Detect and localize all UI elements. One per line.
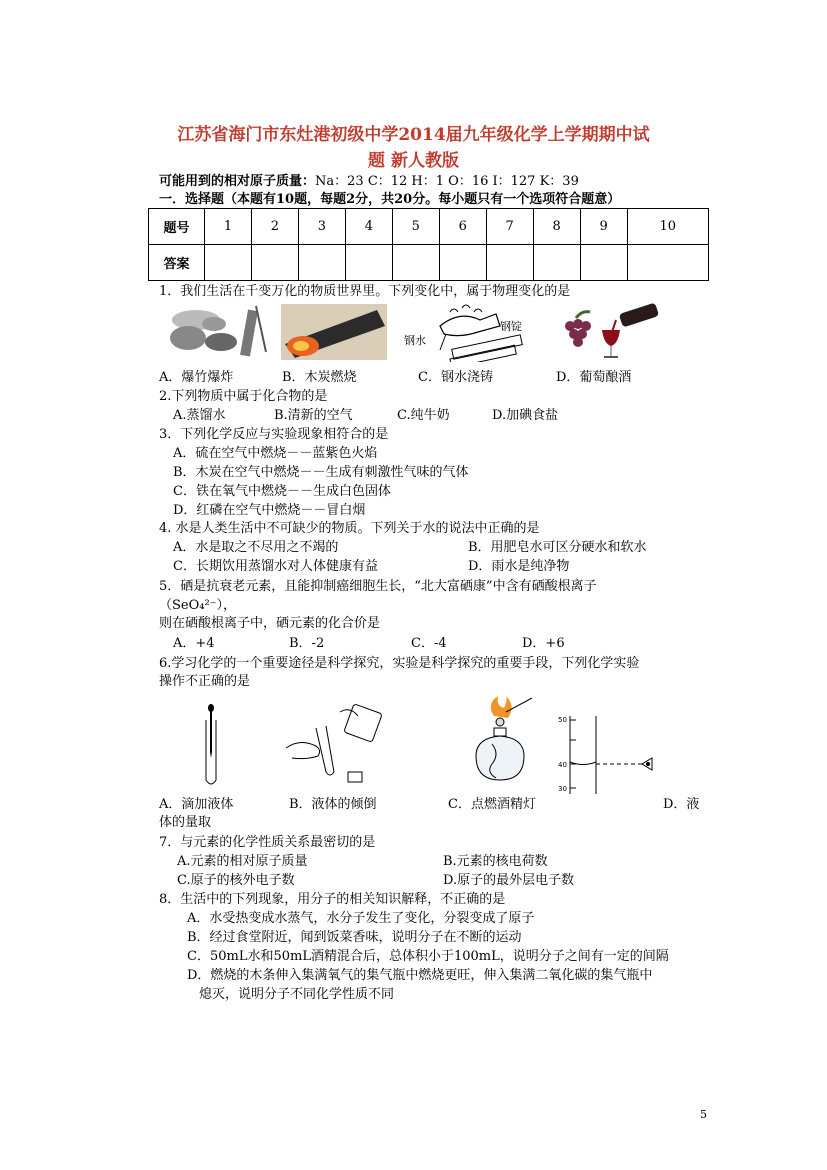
q8-option-a: A．水受热变成水蒸气，水分子发生了变化，分裂变成了原子 <box>187 911 535 926</box>
q8-option-d: D．燃烧的木条伸入集满氧气的集气瓶中燃烧更旺，伸入集满二氧化碳的集气瓶中 <box>187 968 653 983</box>
answer-table-number: 6 <box>439 209 486 245</box>
pouring-liquid-image <box>280 702 390 786</box>
answer-table-number: 5 <box>392 209 439 245</box>
cylinder-tick-50: 50 <box>558 716 567 724</box>
answer-table-answer-row <box>149 245 709 281</box>
atomic-masses-label: 可能用到的相对原子质量： <box>159 174 316 189</box>
q7-option-c: C.原子的核外电子数 <box>177 873 295 888</box>
q6-option-c: C．点燃酒精灯 <box>448 797 536 812</box>
q5-option-b: B．-2 <box>289 636 325 651</box>
page-number: 5 <box>700 1108 707 1121</box>
q3-stem: 3．下列化学反应与实验现象相符合的是 <box>159 427 389 442</box>
q5-stem-line3: 则在硒酸根离子中，硒元素的化合价是 <box>159 616 381 631</box>
answer-table-row1-label: 题号 <box>149 209 205 245</box>
answer-cell[interactable] <box>439 245 486 281</box>
answer-cell[interactable] <box>298 245 345 281</box>
cylinder-tick-30: 30 <box>558 785 567 793</box>
answer-cell[interactable] <box>251 245 298 281</box>
q7-option-b: B.元素的核电荷数 <box>443 854 548 869</box>
q5-option-a: A．+4 <box>173 636 215 651</box>
q5-option-d: D．+6 <box>522 636 565 651</box>
q6-option-b: B．液体的倾倒 <box>289 797 377 812</box>
q4-option-d: D．雨水是纯净物 <box>468 559 570 574</box>
answer-table-number: 7 <box>486 209 533 245</box>
cylinder-tick-40: 40 <box>558 761 567 769</box>
q3-option-b: B．木炭在空气中燃烧－－生成有刺激性气味的气体 <box>173 465 469 480</box>
answer-table-number: 10 <box>627 209 708 245</box>
q8-option-c: C．50mL水和50mL酒精混合后，总体积小于100mL，说明分子之间有一定的间隔 <box>187 949 669 964</box>
q2-stem: 2.下列物质中属于化合物的是 <box>159 389 328 404</box>
answer-cell[interactable] <box>627 245 708 281</box>
answer-cell[interactable] <box>533 245 580 281</box>
molten-steel-image <box>400 304 530 362</box>
firecracker-image <box>166 302 272 360</box>
q8-stem: 8．生活中的下列现象，用分子的相关知识解释，不正确的是 <box>159 892 506 907</box>
charcoal-image <box>281 304 387 360</box>
answer-cell[interactable] <box>392 245 439 281</box>
q7-stem: 7．与元素的化学性质关系最密切的是 <box>159 835 376 850</box>
q4-option-b: B．用肥皂水可区分硬水和软水 <box>468 540 647 555</box>
q1-option-a: A．爆竹爆炸 <box>159 370 234 385</box>
q3-option-c: C．铁在氧气中燃烧－－生成白色固体 <box>173 484 391 499</box>
answer-table-number: 1 <box>205 209 252 245</box>
answer-table <box>148 208 709 281</box>
answer-table-number: 8 <box>533 209 580 245</box>
wine-image <box>556 302 660 362</box>
q1-option-b: B．木炭燃烧 <box>282 370 357 385</box>
answer-cell[interactable] <box>580 245 627 281</box>
answer-cell[interactable] <box>345 245 392 281</box>
q1-option-d: D．葡萄酿酒 <box>556 370 632 385</box>
alcohol-lamp-image <box>466 696 536 788</box>
q5-stem-line2: （SeO₄²⁻）， <box>159 598 237 613</box>
q6-option-a: A．滴加液体 <box>159 797 234 812</box>
q8-option-d-cont: 熄灭，说明分子不同化学性质不同 <box>199 987 395 1002</box>
graduated-cylinder-image <box>556 712 666 796</box>
q4-option-c: C．长期饮用蒸馏水对人体健康有益 <box>173 559 378 574</box>
answer-cell[interactable] <box>486 245 533 281</box>
q6-stem-line2: 操作不正确的是 <box>159 674 251 689</box>
q4-option-a: A．水是取之不尽用之不竭的 <box>173 540 339 555</box>
ingot-label: 钢锭 <box>500 320 522 333</box>
dropper-test-tube-image <box>196 704 230 788</box>
q6-option-d-cont: 体的量取 <box>159 815 212 830</box>
answer-table-row2-label: 答案 <box>149 245 205 281</box>
q5-option-c: C．-4 <box>411 636 447 651</box>
answer-table-number-row <box>149 209 709 245</box>
iron-water-label: 钢水 <box>404 334 426 347</box>
q6-stem-line1: 6.学习化学的一个重要途径是科学探究，实验是科学探究的重要手段，下列化学实验 <box>159 656 640 671</box>
q1-option-c: C．钢水浇铸 <box>418 370 493 385</box>
doc-title-line1: 江苏省海门市东灶港初级中学2014届九年级化学上学期期中试 <box>177 125 650 145</box>
answer-table-number: 3 <box>298 209 345 245</box>
q6-option-d: D．液 <box>663 797 700 812</box>
q1-stem: 1．我们生活在千变万化的物质世界里。下列变化中，属于物理变化的是 <box>159 284 571 299</box>
q2-option-a: A.蒸馏水 <box>173 408 226 423</box>
atomic-masses <box>159 170 579 189</box>
q4-stem: 4. 水是人类生活中不可缺少的物质。下列关于水的说法中正确的是 <box>159 521 540 536</box>
q2-option-d: D.加碘食盐 <box>492 408 559 423</box>
atomic-masses-values: Na：23 C：12 H：1 O：16 I：127 K：39 <box>315 174 579 189</box>
q5-stem-line1: 5．硒是抗衰老元素，且能抑制癌细胞生长，“北大富硒康”中含有硒酸根离子 <box>159 579 597 594</box>
q3-option-a: A．硫在空气中燃烧－－蓝紫色火焰 <box>173 446 378 461</box>
q8-option-b: B．经过食堂附近，闻到饭菜香味，说明分子在不断的运动 <box>187 930 522 945</box>
q2-option-b: B.清新的空气 <box>274 408 353 423</box>
answer-table-number: 4 <box>345 209 392 245</box>
q7-option-a: A.元素的相对原子质量 <box>177 854 308 869</box>
q3-option-d: D．红磷在空气中燃烧－－冒白烟 <box>173 503 366 518</box>
q2-option-c: C.纯牛奶 <box>397 408 450 423</box>
answer-cell[interactable] <box>205 245 252 281</box>
q7-option-d: D.原子的最外层电子数 <box>443 873 575 888</box>
answer-table-number: 9 <box>580 209 627 245</box>
answer-table-number: 2 <box>251 209 298 245</box>
section1-header: 一．选择题（本题有10题，每题2分，共20分。每小题只有一个选项符合题意） <box>159 192 621 207</box>
doc-title-line2: 题 新人教版 <box>368 151 459 171</box>
